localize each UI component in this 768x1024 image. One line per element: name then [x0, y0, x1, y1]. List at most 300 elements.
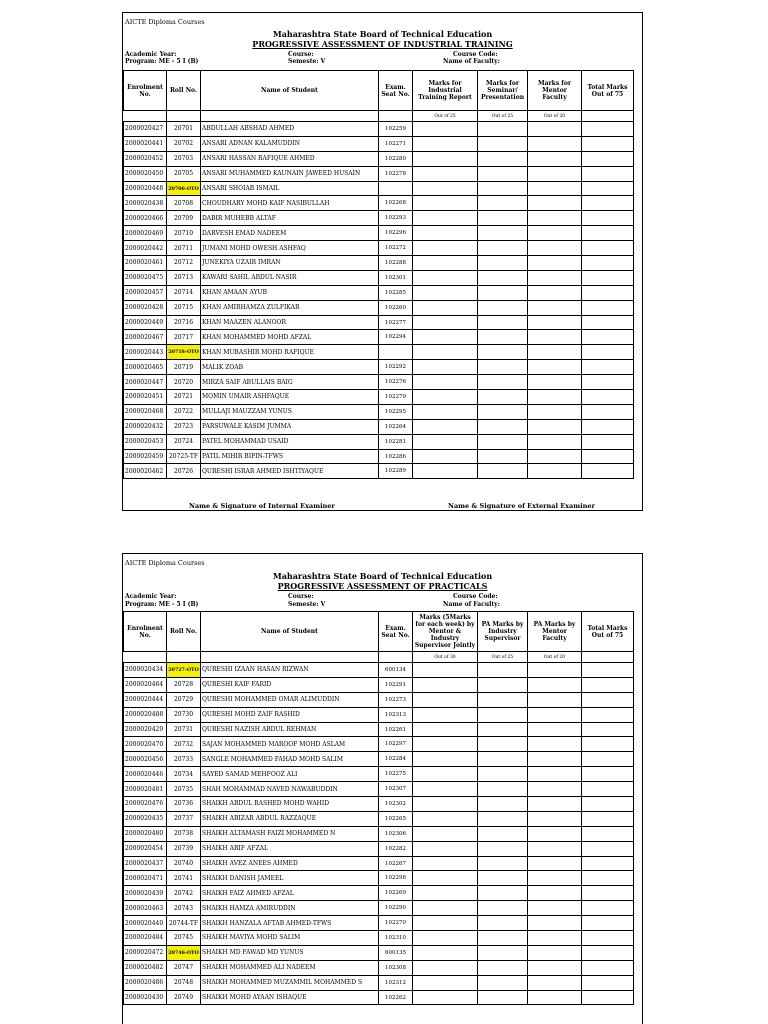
seat-number-cell: 102313 [379, 707, 413, 722]
marks-3-cell[interactable] [528, 931, 582, 946]
roll-cell: 20721 [167, 390, 201, 405]
marks-2-cell[interactable] [478, 737, 528, 752]
enrolment-cell: 2000020435 [124, 811, 167, 826]
marks-2-cell[interactable] [478, 811, 528, 826]
course-type-label: AICTE Diploma Courses [125, 18, 205, 26]
roll-cell: 20724 [167, 434, 201, 449]
marks-1-cell[interactable] [413, 677, 478, 692]
seat-number-cell: 102278 [379, 166, 413, 181]
marks-2-cell[interactable] [478, 856, 528, 871]
marks-2-cell[interactable] [478, 330, 528, 345]
marks-3-cell[interactable] [528, 886, 582, 901]
marks-2-cell[interactable] [478, 419, 528, 434]
student-name-cell: ANSARI HASSAN RAFIQUE AHMED [201, 151, 379, 166]
marks-2-cell[interactable] [478, 360, 528, 375]
marks-3-cell[interactable] [528, 797, 582, 812]
seat-number-cell: 102307 [379, 782, 413, 797]
marks-1-cell[interactable] [413, 136, 478, 151]
marks-3-cell[interactable] [528, 181, 582, 196]
marks-1-cell[interactable] [413, 434, 478, 449]
total-marks-cell[interactable] [582, 841, 634, 856]
total-marks-cell[interactable] [582, 856, 634, 871]
marks-3-cell[interactable] [528, 241, 582, 256]
marks-2-cell[interactable] [478, 151, 528, 166]
total-marks-cell[interactable] [582, 166, 634, 181]
student-name-cell: SHAIKH FAIZ AHMED AFZAL [201, 886, 379, 901]
total-marks-cell[interactable] [582, 449, 634, 464]
col-enrolment: Enrolment No. [124, 612, 167, 652]
table-row [124, 181, 634, 196]
col-name: Name of Student [201, 71, 379, 111]
col-enrolment: Enrolment No. [124, 71, 167, 111]
marks-3-cell[interactable] [528, 707, 582, 722]
enrolment-cell: 2000020486 [124, 975, 167, 990]
enrolment-cell: 2000020450 [124, 166, 167, 181]
total-marks-cell[interactable] [582, 871, 634, 886]
marks-3-cell[interactable] [528, 901, 582, 916]
marks-2-cell[interactable] [478, 752, 528, 767]
marks-1-cell[interactable] [413, 464, 478, 479]
marks-2-cell[interactable] [478, 464, 528, 479]
marks-3-cell[interactable] [528, 752, 582, 767]
marks-1-cell[interactable] [413, 300, 478, 315]
marks-1-cell[interactable] [413, 975, 478, 990]
marks-2-cell[interactable] [478, 767, 528, 782]
marks-1-cell[interactable] [413, 270, 478, 285]
table-row [124, 270, 634, 285]
marks-2-cell[interactable] [478, 285, 528, 300]
total-marks-cell[interactable] [582, 241, 634, 256]
marks-1-cell[interactable] [413, 241, 478, 256]
marks-3-cell[interactable] [528, 315, 582, 330]
total-marks-cell[interactable] [582, 360, 634, 375]
roll-cell: 20736 [167, 797, 201, 812]
marks-3-cell[interactable] [528, 211, 582, 226]
student-name-cell: QURESHI MOHAMMED OMAR ALIMUDDIN [201, 692, 379, 707]
marks-1-cell[interactable] [413, 226, 478, 241]
student-name-cell: MOMIN UMAIR ASHFAQUE [201, 390, 379, 405]
marks-3-cell[interactable] [528, 945, 582, 960]
marks-2-cell[interactable] [478, 782, 528, 797]
col-total: Total Marks Out of 75 [582, 612, 634, 652]
marks-2-cell[interactable] [478, 211, 528, 226]
marks-2-cell[interactable] [478, 390, 528, 405]
roll-cell: 20716 [167, 315, 201, 330]
marks-3-cell[interactable] [528, 722, 582, 737]
roll-cell: 20720 [167, 375, 201, 390]
table-row [124, 226, 634, 241]
marks-3-cell[interactable] [528, 677, 582, 692]
marks-3-cell[interactable] [528, 285, 582, 300]
table-row [124, 419, 634, 434]
total-marks-cell[interactable] [582, 315, 634, 330]
marks-1-cell[interactable] [413, 151, 478, 166]
marks-3-cell[interactable] [528, 256, 582, 271]
total-marks-cell[interactable] [582, 990, 634, 1005]
external-examiner-signature: Name & Signature of External Examiner [448, 502, 595, 510]
marks-2-cell[interactable] [478, 345, 528, 360]
marks-1-cell[interactable] [413, 916, 478, 931]
table-row [124, 449, 634, 464]
marks-2-cell[interactable] [478, 707, 528, 722]
marks-1-cell[interactable] [413, 811, 478, 826]
marks-3-cell[interactable] [528, 345, 582, 360]
marks-1-cell[interactable] [413, 330, 478, 345]
seat-number-cell: 102284 [379, 752, 413, 767]
student-name-cell: QURESHI MOHD ZAIF RASHID [201, 707, 379, 722]
marks-3-cell[interactable] [528, 166, 582, 181]
marks-2-cell[interactable] [478, 692, 528, 707]
total-marks-cell[interactable] [582, 464, 634, 479]
table-row [124, 390, 634, 405]
marks-2-cell[interactable] [478, 256, 528, 271]
total-marks-cell[interactable] [582, 931, 634, 946]
enrolment-cell: 2000020428 [124, 300, 167, 315]
marks-2-cell[interactable] [478, 166, 528, 181]
marks-2-cell[interactable] [478, 122, 528, 137]
marks-3-cell[interactable] [528, 990, 582, 1005]
marks-1-cell[interactable] [413, 856, 478, 871]
marks-1-cell[interactable] [413, 960, 478, 975]
marks-2-cell[interactable] [478, 404, 528, 419]
enrolment-cell: 2000020464 [124, 677, 167, 692]
enrolment-cell: 2000020443 [124, 345, 167, 360]
student-name-cell: KHAN AMIRHAMZA ZULFIKAR [201, 300, 379, 315]
marks-3-cell[interactable] [528, 136, 582, 151]
total-marks-cell[interactable] [582, 375, 634, 390]
marks-2-cell[interactable] [478, 434, 528, 449]
student-name-cell: ANSARI MUHAMMED KAUNAIN JAWEED HUSAIN [201, 166, 379, 181]
roll-cell: 20734 [167, 767, 201, 782]
total-marks-cell[interactable] [582, 226, 634, 241]
total-marks-cell[interactable] [582, 797, 634, 812]
student-name-cell: SHAIKH MD FAWAD MD YUNUS [201, 945, 379, 960]
marks-1-cell[interactable] [413, 345, 478, 360]
total-marks-cell[interactable] [582, 975, 634, 990]
marks-1-cell[interactable] [413, 663, 478, 678]
marks-1-cell[interactable] [413, 737, 478, 752]
marks-3-cell[interactable] [528, 916, 582, 931]
marks-1-cell[interactable] [413, 797, 478, 812]
roll-cell: 20737 [167, 811, 201, 826]
marks-2-cell[interactable] [478, 196, 528, 211]
marks-1-cell[interactable] [413, 166, 478, 181]
marks-1-cell[interactable] [413, 122, 478, 137]
seat-number-cell: 102285 [379, 285, 413, 300]
marks-3-cell[interactable] [528, 856, 582, 871]
marks-3-cell[interactable] [528, 782, 582, 797]
marks-3-cell[interactable] [528, 663, 582, 678]
student-name-cell: JUMANI MOHD OWESH ASHFAQ [201, 241, 379, 256]
marks-3-cell[interactable] [528, 270, 582, 285]
total-marks-cell[interactable] [582, 211, 634, 226]
seat-number-cell: 102264 [379, 419, 413, 434]
marks-3-cell[interactable] [528, 737, 582, 752]
marks-3-cell[interactable] [528, 360, 582, 375]
marks-2-cell[interactable] [478, 960, 528, 975]
marks-2-cell[interactable] [478, 226, 528, 241]
total-marks-cell[interactable] [582, 196, 634, 211]
marks-1-cell[interactable] [413, 945, 478, 960]
roll-cell: 20708 [167, 196, 201, 211]
col-total: Total Marks Out of 75 [582, 71, 634, 111]
marks-1-cell[interactable] [413, 390, 478, 405]
marks-2-cell[interactable] [478, 677, 528, 692]
total-marks-cell[interactable] [582, 901, 634, 916]
marks-3-cell[interactable] [528, 960, 582, 975]
roll-cell: 20710 [167, 226, 201, 241]
roll-cell: 20745 [167, 931, 201, 946]
total-marks-cell[interactable] [582, 737, 634, 752]
marks-1-cell[interactable] [413, 404, 478, 419]
total-marks-cell[interactable] [582, 677, 634, 692]
marks-2-cell[interactable] [478, 901, 528, 916]
roll-cell: 20740 [167, 856, 201, 871]
enrolment-cell: 2000020467 [124, 330, 167, 345]
table-row [124, 241, 634, 256]
marks-2-cell[interactable] [478, 797, 528, 812]
marks-1-cell[interactable] [413, 886, 478, 901]
table-row [124, 797, 634, 812]
marks-3-cell[interactable] [528, 404, 582, 419]
marks-1-cell[interactable] [413, 181, 478, 196]
marks-3-cell[interactable] [528, 975, 582, 990]
marks-1-cell[interactable] [413, 767, 478, 782]
roll-cell: 20726 [167, 464, 201, 479]
marks-3-cell[interactable] [528, 871, 582, 886]
course-code-label: Course Code: [453, 593, 498, 600]
roll-cell: 20718-OTO [167, 345, 201, 360]
total-marks-cell[interactable] [582, 886, 634, 901]
student-name-cell: ABDULLAH ABSHAD AHMED [201, 122, 379, 137]
total-marks-cell[interactable] [582, 390, 634, 405]
total-marks-cell[interactable] [582, 270, 634, 285]
enrolment-cell: 2000020447 [124, 375, 167, 390]
table-row [124, 151, 634, 166]
student-name-cell: SHAIKH AVEZ ANEES AHMED [201, 856, 379, 871]
roll-cell: 20728 [167, 677, 201, 692]
table-row [124, 256, 634, 271]
industrial-training-sheet [122, 12, 643, 511]
enrolment-cell: 2000020468 [124, 404, 167, 419]
course-label: Course: [288, 593, 314, 600]
enrolment-cell: 2000020429 [124, 722, 167, 737]
table-row [124, 856, 634, 871]
marks-3-cell[interactable] [528, 375, 582, 390]
marks-1-cell[interactable] [413, 931, 478, 946]
marks-2-cell[interactable] [478, 449, 528, 464]
seat-number-cell: 102291 [379, 677, 413, 692]
marks-3-cell[interactable] [528, 826, 582, 841]
marks-2-cell[interactable] [478, 270, 528, 285]
total-marks-cell[interactable] [582, 256, 634, 271]
total-marks-cell[interactable] [582, 122, 634, 137]
total-marks-cell[interactable] [582, 752, 634, 767]
table-row [124, 211, 634, 226]
total-marks-cell[interactable] [582, 707, 634, 722]
total-marks-cell[interactable] [582, 692, 634, 707]
enrolment-cell: 2000020438 [124, 196, 167, 211]
marks-2-cell[interactable] [478, 975, 528, 990]
marks-3-cell[interactable] [528, 811, 582, 826]
total-marks-cell[interactable] [582, 945, 634, 960]
student-name-cell: SHAH MOHAMMAD NAVED NAWABUDDIN [201, 782, 379, 797]
seat-number-cell: 102286 [379, 449, 413, 464]
total-marks-cell[interactable] [582, 345, 634, 360]
table-row [124, 315, 634, 330]
marks-2-cell[interactable] [478, 315, 528, 330]
seat-number-cell: 102298 [379, 871, 413, 886]
seat-number-cell: 102271 [379, 136, 413, 151]
total-marks-cell[interactable] [582, 136, 634, 151]
marks-1-cell[interactable] [413, 752, 478, 767]
roll-cell: 20709 [167, 211, 201, 226]
marks-1-cell[interactable] [413, 315, 478, 330]
marks-1-cell[interactable] [413, 196, 478, 211]
marks-1-cell[interactable] [413, 256, 478, 271]
seat-number-cell: 102277 [379, 315, 413, 330]
total-marks-cell[interactable] [582, 767, 634, 782]
marks-2-cell[interactable] [478, 916, 528, 931]
total-marks-cell[interactable] [582, 419, 634, 434]
academic-year-label: Academic Year: [125, 593, 177, 600]
marks-2-cell[interactable] [478, 722, 528, 737]
marks-3-cell[interactable] [528, 122, 582, 137]
student-name-cell: QURESHI NAZISH ABDUL REHMAN [201, 722, 379, 737]
total-marks-cell[interactable] [582, 960, 634, 975]
total-marks-cell[interactable] [582, 811, 634, 826]
table-row [124, 404, 634, 419]
marks-1-cell[interactable] [413, 375, 478, 390]
marks-3-cell[interactable] [528, 449, 582, 464]
roll-cell: 20748 [167, 975, 201, 990]
total-marks-cell[interactable] [582, 663, 634, 678]
marks-3-cell[interactable] [528, 419, 582, 434]
col-name: Name of Student [201, 612, 379, 652]
col-roll: Roll No. [167, 71, 201, 111]
col-seat: Exam. Seat No. [379, 71, 413, 111]
marks-3-cell[interactable] [528, 196, 582, 211]
total-marks-cell[interactable] [582, 404, 634, 419]
marks-1-cell[interactable] [413, 901, 478, 916]
marks-1-cell[interactable] [413, 826, 478, 841]
roll-cell: 20703 [167, 151, 201, 166]
marks-1-cell[interactable] [413, 990, 478, 1005]
marks-1-cell[interactable] [413, 285, 478, 300]
marks-1-cell[interactable] [413, 419, 478, 434]
marks-2-cell[interactable] [478, 300, 528, 315]
roll-cell: 20705 [167, 166, 201, 181]
roll-cell: 20729 [167, 692, 201, 707]
total-marks-cell[interactable] [582, 285, 634, 300]
total-marks-cell[interactable] [582, 826, 634, 841]
sub-seminar: Out of 25 [478, 111, 528, 122]
program-label: Program: ME - 5 I (B) [125, 58, 199, 65]
faculty-label: Name of Faculty: [443, 601, 500, 608]
marks-2-cell[interactable] [478, 375, 528, 390]
course-label: Course: [288, 51, 314, 58]
marks-2-cell[interactable] [478, 136, 528, 151]
seat-number-cell: 102289 [379, 464, 413, 479]
marks-2-cell[interactable] [478, 886, 528, 901]
student-name-cell: PATIL MIHIR BIPIN-TFWS [201, 449, 379, 464]
marks-2-cell[interactable] [478, 841, 528, 856]
marks-1-cell[interactable] [413, 692, 478, 707]
enrolment-cell: 2000020476 [124, 797, 167, 812]
total-marks-cell[interactable] [582, 434, 634, 449]
roll-cell: 20733 [167, 752, 201, 767]
table-row [124, 707, 634, 722]
marks-2-cell[interactable] [478, 663, 528, 678]
marks-3-cell[interactable] [528, 330, 582, 345]
seat-number-cell: 102308 [379, 960, 413, 975]
marks-3-cell[interactable] [528, 390, 582, 405]
marks-1-cell[interactable] [413, 211, 478, 226]
enrolment-cell: 2000020453 [124, 434, 167, 449]
course-type-label: AICTE Diploma Courses [125, 559, 205, 567]
marks-1-cell[interactable] [413, 707, 478, 722]
marks-2-cell[interactable] [478, 181, 528, 196]
marks-2-cell[interactable] [478, 826, 528, 841]
marks-3-cell[interactable] [528, 841, 582, 856]
marks-2-cell[interactable] [478, 945, 528, 960]
total-marks-cell[interactable] [582, 330, 634, 345]
marks-table [123, 70, 634, 479]
student-name-cell: SHAIKH MAVIYA MOHD SALIM [201, 931, 379, 946]
total-marks-cell[interactable] [582, 300, 634, 315]
total-marks-cell[interactable] [582, 151, 634, 166]
total-marks-cell[interactable] [582, 181, 634, 196]
marks-2-cell[interactable] [478, 990, 528, 1005]
marks-2-cell[interactable] [478, 241, 528, 256]
marks-3-cell[interactable] [528, 300, 582, 315]
marks-3-cell[interactable] [528, 767, 582, 782]
marks-1-cell[interactable] [413, 841, 478, 856]
roll-cell: 20738 [167, 826, 201, 841]
marks-2-cell[interactable] [478, 871, 528, 886]
roll-cell: 20712 [167, 256, 201, 271]
marks-1-cell[interactable] [413, 871, 478, 886]
board-title: Maharashtra State Board of Technical Education [272, 29, 493, 39]
board-title: Maharashtra State Board of Technical Education [272, 571, 493, 581]
student-name-cell: KHAN MAAZEN ALANOOR [201, 315, 379, 330]
marks-3-cell[interactable] [528, 226, 582, 241]
marks-1-cell[interactable] [413, 722, 478, 737]
table-row [124, 811, 634, 826]
marks-3-cell[interactable] [528, 692, 582, 707]
student-name-cell: SHAIKH DANISH JAMEEL [201, 871, 379, 886]
marks-3-cell[interactable] [528, 464, 582, 479]
marks-1-cell[interactable] [413, 782, 478, 797]
col-mentor: Marks for Mentor Faculty [528, 71, 582, 111]
marks-2-cell[interactable] [478, 931, 528, 946]
roll-cell: 20714 [167, 285, 201, 300]
total-marks-cell[interactable] [582, 722, 634, 737]
marks-1-cell[interactable] [413, 449, 478, 464]
seat-number-cell: 102260 [379, 300, 413, 315]
enrolment-cell: 2000020439 [124, 886, 167, 901]
enrolment-cell: 2000020454 [124, 841, 167, 856]
student-name-cell: SAYED SAMAD MEHFOOZ ALI [201, 767, 379, 782]
marks-1-cell[interactable] [413, 360, 478, 375]
total-marks-cell[interactable] [582, 782, 634, 797]
table-row [124, 841, 634, 856]
marks-3-cell[interactable] [528, 434, 582, 449]
internal-examiner-signature: Name & Signature of Internal Examiner [189, 502, 335, 510]
marks-3-cell[interactable] [528, 151, 582, 166]
total-marks-cell[interactable] [582, 916, 634, 931]
student-name-cell: MIRZA SAIF ABULLAIS BAIG [201, 375, 379, 390]
